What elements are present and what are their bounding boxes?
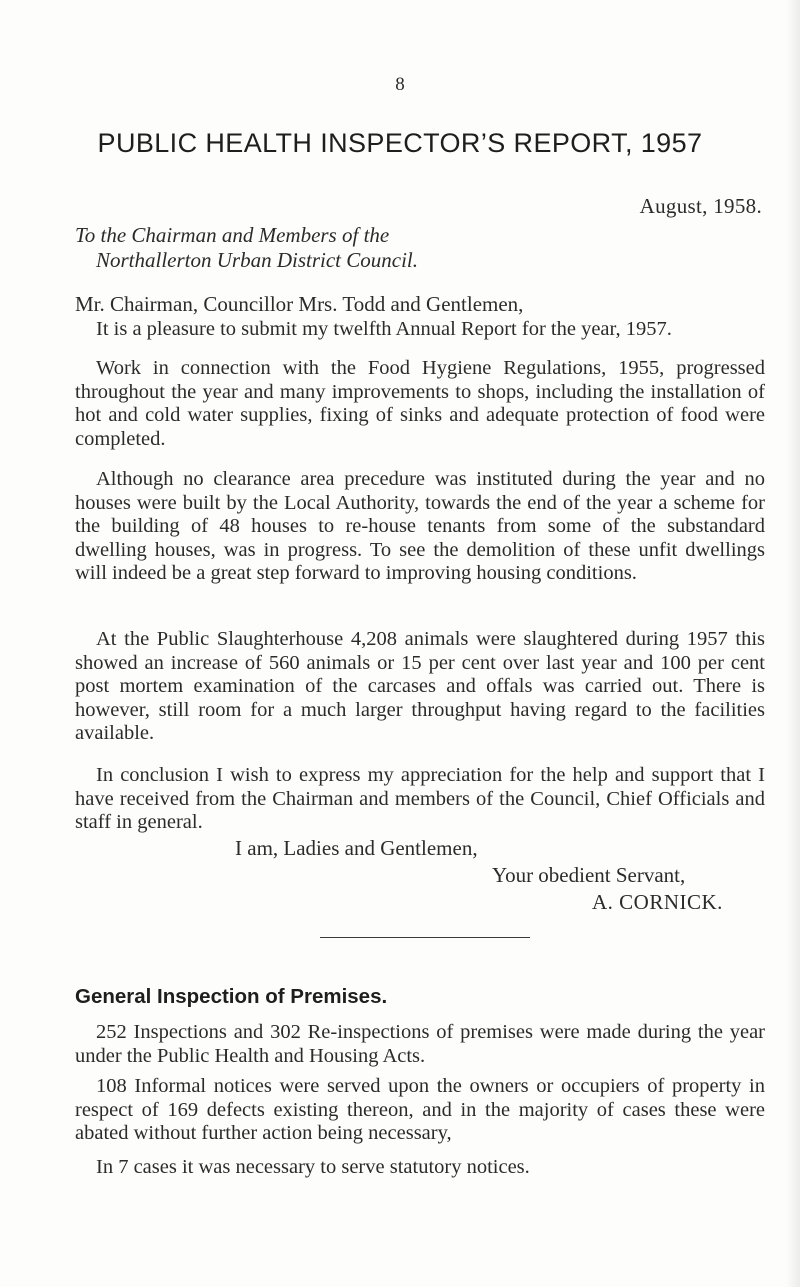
- page-number: 8: [395, 74, 405, 95]
- report-date: August, 1958.: [639, 194, 762, 218]
- section-heading: General Inspection of Premises.: [75, 985, 388, 1008]
- section-paragraph-2: 108 Informal notices were served upon the owners or occupiers of property in respect of 169 defects existing thereon, and in the majority of cases these were abated without further action being necessary,: [75, 1075, 765, 1144]
- closing-line-2: Your obedient Servant,: [492, 863, 686, 887]
- signature: A. CORNICK.: [592, 890, 723, 914]
- letter-paragraph-1: It is a pleasure to submit my twelfth Annual Report for the year, 1957.: [96, 318, 672, 340]
- addressee-line-2: Northallerton Urban District Council.: [96, 248, 419, 272]
- page-edge-shadow: [786, 0, 800, 1287]
- report-title: PUBLIC HEALTH INSPECTOR’S REPORT, 1957: [97, 128, 703, 158]
- section-divider: [320, 937, 530, 938]
- letter-paragraph-5: In conclusion I wish to express my appreciation for the help and support that I have received from the Chairman and members of the Council, Chief Officials and staff in general.: [75, 764, 765, 833]
- addressee-line-1: To the Chairman and Members of the: [75, 223, 390, 247]
- letter-paragraph-3: Although no clearance area precedure was instituted during the year and no houses were built by the Local Authority, towards the end of the year a scheme for the building of 48 houses to re-house tenants from some of the substandard dwelling houses, was in progress. To see the demolition of these unfit dwellings will indeed be a great step forward to improving housing conditions.: [75, 468, 765, 584]
- section-paragraph-3: In 7 cases it was necessary to serve statutory notices.: [96, 1156, 530, 1178]
- letter-paragraph-2: Work in connection with the Food Hygiene Regulations, 1955, progressed throughout the year and many improvements to shops, including the installation of hot and cold water supplies, fixing of sinks and adequate protection of food were completed.: [75, 357, 765, 450]
- closing-line-1: I am, Ladies and Gentlemen,: [235, 836, 478, 860]
- letter-paragraph-4: At the Public Slaughterhouse 4,208 animals were slaughtered during 1957 this showed an increase of 560 animals or 15 per cent over last year and 100 per cent post mortem examination of the carcases and offals was carried out. There is however, still room for a much larger throughput having regard to the facilities available.: [75, 628, 765, 744]
- section-paragraph-1: 252 Inspections and 302 Re-inspections of premises were made during the year under the Public Health and Housing Acts.: [75, 1021, 765, 1067]
- salutation: Mr. Chairman, Councillor Mrs. Todd and Gentlemen,: [75, 292, 524, 316]
